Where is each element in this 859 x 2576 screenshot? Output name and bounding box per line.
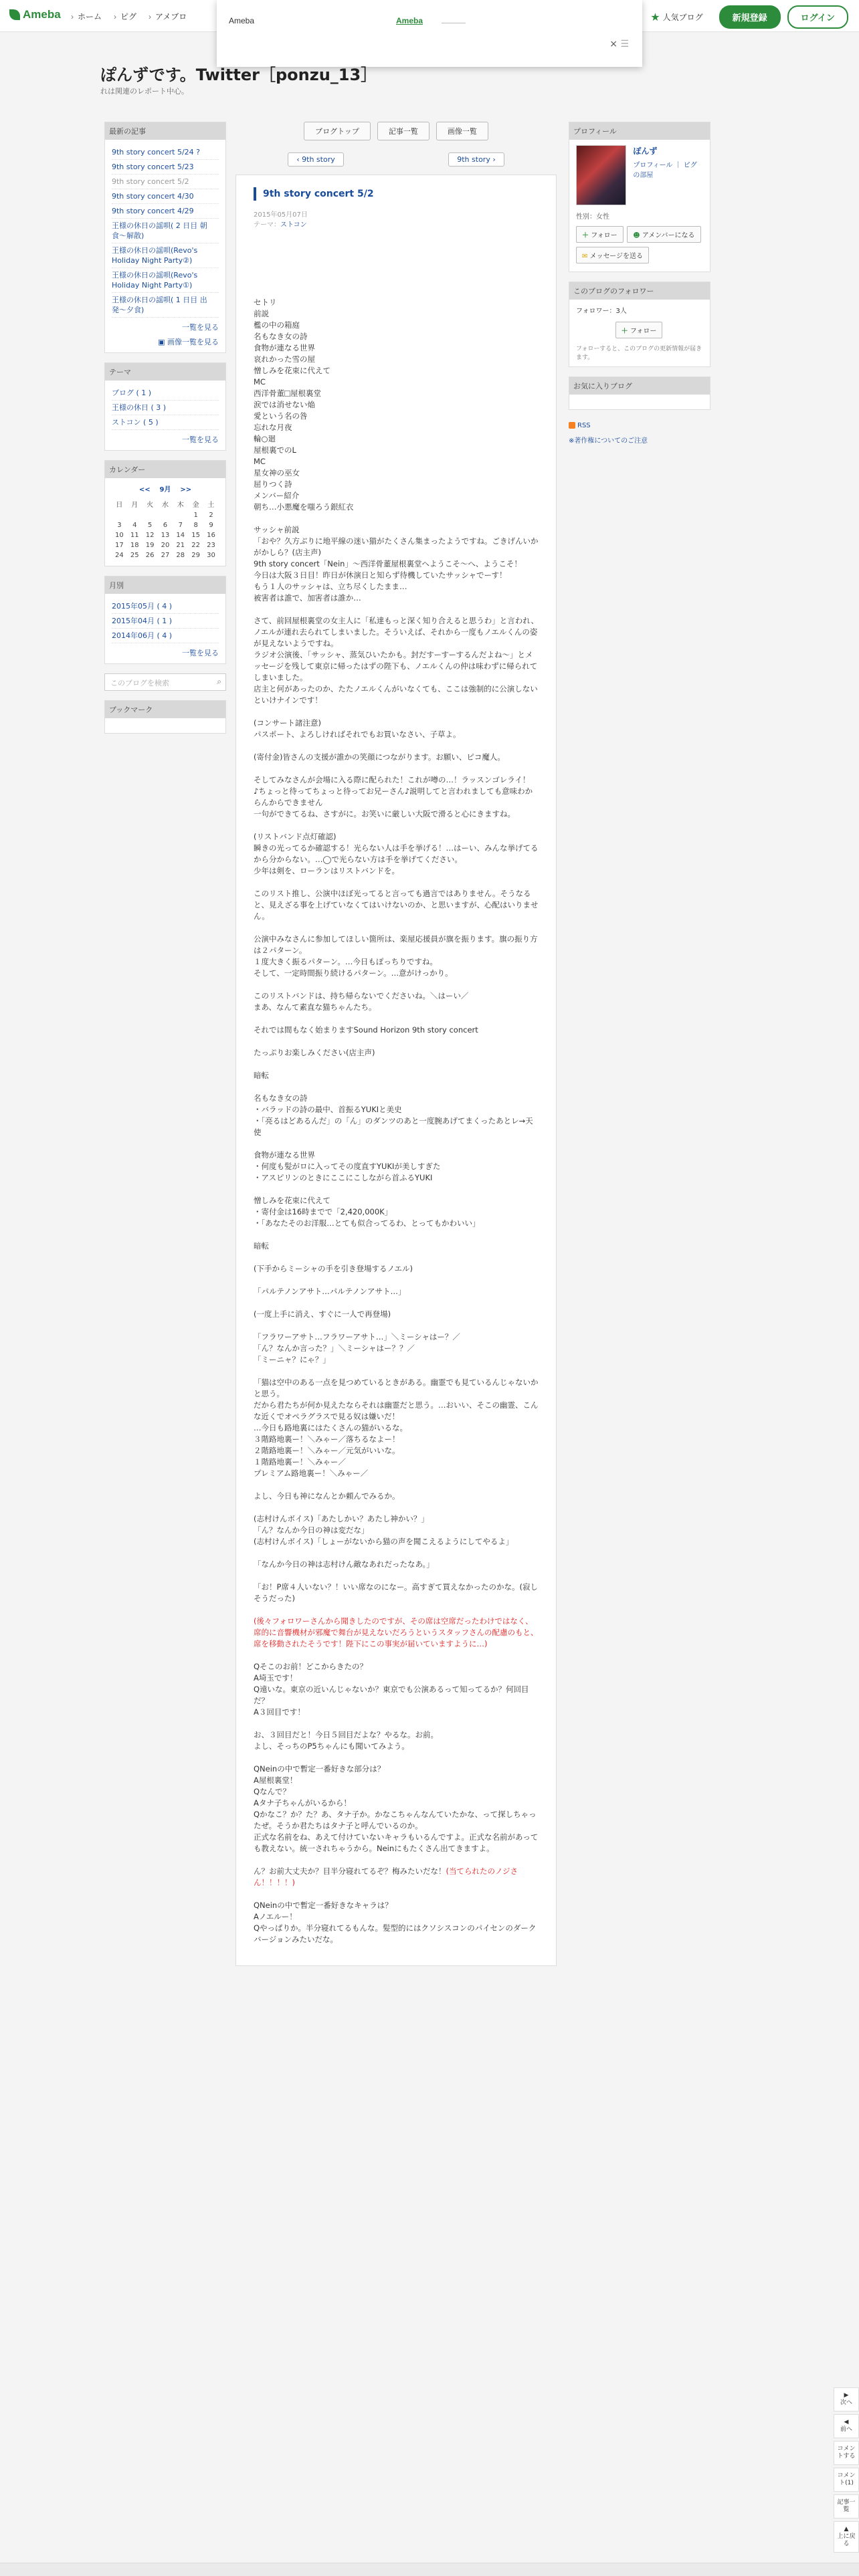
- calendar-nav: [112, 484, 219, 494]
- cal-day: 22: [191, 542, 200, 549]
- cal-day: 13: [161, 532, 170, 539]
- popup-brand-link[interactable]: Ameba: [396, 16, 423, 25]
- popup-title: Ameba: [229, 16, 255, 25]
- float-top-button[interactable]: ▲ 上に戻る: [834, 2521, 859, 2553]
- floating-nav: [834, 2387, 859, 2555]
- cal-day: [127, 510, 142, 520]
- recent-post-link[interactable]: 王様の休日の謡唄(Revo's Holiday Night Party①): [112, 268, 219, 293]
- article-date: 2015年05月07日: [254, 211, 308, 219]
- cal-day: 1: [193, 512, 198, 519]
- copyright-note-link[interactable]: ※著作権についてのご注意: [569, 437, 648, 445]
- cal-weekday: 金: [192, 502, 199, 509]
- leaf-icon: [9, 9, 20, 20]
- cal-day: 5: [147, 522, 153, 529]
- cal-day: 6: [163, 522, 168, 529]
- top-actions: [650, 5, 848, 29]
- cal-day: 26: [145, 552, 155, 559]
- bookmark-box: [104, 700, 226, 734]
- cal-day: [173, 510, 188, 520]
- mail-icon: ✉: [582, 253, 588, 260]
- theme-box: [104, 362, 226, 451]
- main-column: [235, 122, 557, 1966]
- cal-day: 3: [117, 522, 122, 529]
- monthly-link[interactable]: 2015年05月 ( 4 ): [112, 599, 219, 614]
- plus-icon: ＋: [621, 328, 628, 335]
- tab-image-list[interactable]: 画像一覧: [436, 122, 488, 140]
- cal-weekday: 火: [147, 502, 154, 509]
- monthly-link[interactable]: 2014年06月 ( 4 ): [112, 629, 219, 643]
- recent-post-link[interactable]: 9th story concert 4/30: [112, 189, 219, 204]
- cal-weekday: 水: [161, 502, 169, 509]
- prev-article-button[interactable]: ‹ 9th story: [288, 152, 343, 167]
- theme-head: テーマ: [105, 363, 225, 381]
- monthly-head: 月別: [105, 576, 225, 594]
- recent-post-link[interactable]: 9th story concert 4/29: [112, 204, 219, 219]
- article-title[interactable]: 9th story concert 5/2: [254, 187, 539, 201]
- follow-button[interactable]: ＋ フォロー: [576, 226, 624, 243]
- cal-day: 12: [145, 532, 155, 539]
- cal-day: 27: [161, 552, 170, 559]
- arrow-up-icon: ▲: [844, 2526, 849, 2533]
- tab-article-list[interactable]: 記事一覧: [377, 122, 430, 140]
- followers-box: [569, 282, 710, 367]
- monthly-box: [104, 576, 226, 664]
- menu-icon: ☰: [620, 39, 629, 49]
- cal-day: [142, 510, 158, 520]
- footer: [0, 2563, 859, 2576]
- popular-blog-link[interactable]: ★ 人気ブログ: [650, 11, 703, 23]
- article-red-note: (後々フォロワーさんから聞きしたのですが、その席は空席だったわけではなく、席的に音響機材が邪魔で舞台が見えないだろうというスタッフさんの配慮のもと、席を移動されたそうです！陛下にこの事実が届いていますように…): [254, 1616, 539, 1648]
- blog-title[interactable]: ぽんずです。Twitter［ponzu_13］: [100, 66, 377, 84]
- article-pager: [235, 152, 557, 167]
- cal-day: 19: [145, 542, 155, 549]
- ameba-logo[interactable]: Ameba: [9, 8, 61, 21]
- profile-head: プロフィール: [569, 122, 710, 140]
- cal-day: 18: [130, 542, 139, 549]
- bookmark-head: ブックマーク: [105, 701, 225, 718]
- rss-link[interactable]: RSS: [569, 419, 710, 432]
- cal-weekday: 木: [177, 502, 184, 509]
- float-comments-count[interactable]: コメント(1): [834, 2468, 859, 2492]
- cal-day: 25: [130, 552, 139, 559]
- favorites-box: [569, 377, 710, 410]
- ameba-popup: [217, 0, 642, 67]
- message-button[interactable]: ✉ メッセージを送る: [576, 247, 649, 263]
- calendar-month: 9月: [159, 486, 171, 494]
- favorites-head: お気に入りブログ: [569, 377, 710, 395]
- recent-post-link[interactable]: 王様の休日の謡唄( 2 日目 朝食〜解散): [112, 219, 219, 243]
- recent-more-link[interactable]: 一覧を見る: [182, 323, 219, 332]
- calendar-head: カレンダー: [105, 461, 225, 478]
- popup-close-icon[interactable]: × ☰: [609, 39, 629, 49]
- star-icon: ★: [650, 11, 660, 23]
- recent-post-link[interactable]: 9th story concert 5/2: [112, 175, 219, 189]
- cal-day: 21: [176, 542, 185, 549]
- float-comment-button[interactable]: コメントする: [834, 2441, 859, 2465]
- calendar-box: [104, 460, 226, 566]
- article: [235, 175, 557, 1966]
- cal-day: 20: [161, 542, 170, 549]
- cal-day: 16: [207, 532, 215, 539]
- cal-day: 10: [115, 532, 124, 539]
- login-button[interactable]: ログイン: [787, 5, 848, 29]
- cal-weekday: 月: [131, 502, 138, 509]
- cal-day: 28: [176, 552, 185, 559]
- monthly-more-link[interactable]: 一覧を見る: [182, 649, 219, 657]
- article-meta: [254, 210, 539, 230]
- blog-description: れは関連のレポート中心。: [100, 87, 189, 96]
- calendar-next[interactable]: >>: [180, 486, 192, 494]
- article-red-note: (当てられたのノジさん！！！！): [254, 1866, 518, 1887]
- cal-day: 4: [132, 522, 137, 529]
- article-theme: テーマ：ストコン: [254, 221, 307, 229]
- float-next-button[interactable]: ▶ 次へ: [834, 2387, 859, 2411]
- cal-day: 24: [115, 552, 124, 559]
- theme-more-link[interactable]: 一覧を見る: [182, 435, 219, 444]
- monthly-link[interactable]: 2015年04月 ( 1 ): [112, 614, 219, 629]
- plus-icon: ＋: [582, 232, 589, 239]
- avatar[interactable]: [576, 145, 626, 205]
- cal-weekday: 土: [207, 502, 215, 509]
- cal-day: 23: [207, 542, 215, 549]
- cal-day: 2: [209, 512, 213, 519]
- rss-icon: [569, 422, 575, 429]
- right-sidebar: [569, 122, 710, 447]
- theme-link[interactable]: ストコン ( 5 ): [112, 415, 219, 430]
- top-nav: [71, 11, 187, 22]
- nav-home[interactable]: › ホーム: [71, 11, 102, 22]
- blog-search-input[interactable]: このブログを検索 ⌕: [104, 673, 226, 691]
- cal-day: 17: [115, 542, 124, 549]
- arrow-right-icon: ▶: [844, 2392, 849, 2399]
- user-add-icon: ☻: [633, 232, 640, 239]
- theme-link[interactable]: ブログ ( 1 ): [112, 386, 219, 401]
- register-button[interactable]: 新規登録: [719, 5, 781, 29]
- left-sidebar: [104, 122, 226, 743]
- followers-head: このブログのフォロワー: [569, 282, 710, 300]
- profile-name[interactable]: ぽんず: [633, 146, 658, 156]
- followers-count: フォロワー：3人: [576, 308, 627, 315]
- follow-note: フォローすると、このブログの更新情報が届きます。: [576, 346, 702, 361]
- article-theme-link[interactable]: ストコン: [280, 221, 307, 229]
- nav-ameblo[interactable]: › アメブロ: [149, 11, 187, 22]
- cal-day: 9: [209, 522, 213, 529]
- calendar-table: [112, 498, 219, 560]
- cal-day: [112, 510, 127, 520]
- recent-image-more-link[interactable]: ▣ 画像一覧を見る: [158, 338, 219, 346]
- cal-day: 11: [130, 532, 139, 539]
- cal-day: 29: [191, 552, 200, 559]
- calendar-prev[interactable]: <<: [138, 486, 151, 494]
- float-prev-button[interactable]: ◀ 前へ: [834, 2414, 859, 2438]
- profile-gender: 性別：女性: [576, 213, 609, 221]
- next-article-button[interactable]: 9th story ›: [448, 152, 504, 167]
- float-article-list[interactable]: 記事一覧: [834, 2494, 859, 2518]
- article-body: セトリ 前説 檻の中の箱庭 名もなき女の詩 食物が連なる世界 哀れかった雪の屋 憎しみを花束に代えて MC 西洋骨董 屋根裏堂 涙では消せない焔 愛という名の咎 忘れな月夜 輪○廻 屋根裏でのL MC 星女神の巫女 屈りつく詩 メンバー紹介 朝ち…小悪魔を嗤ろう銀紅衣 サッシャ前説 「おや？久方ぶりに地平線の迷い猫がたくさん集まったようですね。ごきげんいかがかしら？(店主声) 9th story concert「Nein」〜西洋骨董屋根裏堂へようこそ〜へ、ようこそ！ 今日は大阪３日目！昨日が休演日と知らず待機していたサッシャでーす！ もう１人のサッシャは、立ち尽くしたまま… 被害者は誰で、加害者は誰か… さて、前回屋根裏堂の女主人に「私達もっと深く知り合えると思うわ」と言われ、ノエルが連れ去られてしまいました。そういえば、それから一度もノエルくんの姿が見えないようですね。 ラジオ公演後、「サッシャ、蒸気ひいたかも。封だすーすーするんだよね〜」とメッセージを残して東京に帰ったはずの陛下も、ノエルくんの仲は味わずに帰られてしまいました。 店主と何があったのか、たたノエルくんがいなくても、ここは強制的に公演しないといけナインです！ (コンサート諸注意) パスポート、よろしければそれでもお買いなさい、子草よ。 (寄付金)皆さんの支援が誰かの笑顔につながります。お願い、ピコ魔人。 そしてみなさんが会場に入る際に配られた！これが噂の…！ラッスンゴレライ！ ♪ちょっと待ってちょっと待ってお兄ーさん♪説明してと言われましても意味わからんからできません 一句ができてるね、さすがに。お笑いに厳しい大阪で滑ると心にきますね。 (リストバンド点灯確認) 瞬きの光ってるか確認する！光らない人は手を挙げる！…はーい、みんな挙げてるから分からない。…◯で光らない方は手を挙げてください。 少年は剣を、ローランはリストバンドを。 このリスト推し、公演中ほぼ光ってると言っても過言ではありません。そうなると、見えざる事を上げていなくてはいけないのか、と思いますが、心配はいりません。 公演中みなさんに参加してほしい箇所は、楽屋応援員が旗を振ります。旗の振り方は２パターン。 １度大きく振るパターン。…今日もぽっちりですね。 そして、一定時間振り続けるパターン。…意がけっかり。 このリストバンドは、持ち帰らないでくださいね。＼はーい／ まあ、なんて素直な猫ちゃんたち。 それでは間もなく始まりますSound Horizon 9th story concert たっぷりお楽しみください(店主声) 暗転 名もなき女の詩 ・バラッドの詩の最中、首振るYUKIと美史 ・「亮るはどあるんだ」の「ん」のダンツのあと一度腕あげてまくったあとレ→天使 食物が連なる世界 ・何度も髪がロに入ってその度直すYUKIが美しすぎた ・アスピリンのときにここにこしながら首ふるYUKI 憎しみを花束に代えて ・寄付金は16時までで「2,420,000K」 ・「あなたそのお洋服…とても似合ってるわ、とってもかわいい」 暗転 (下手からミーシャの手を引き登場するノエル) 「パルテノンアサト…パルテノンアサト…」 (一度上手に消え、すぐに一人で再登場) 「フラワーアサト…フラワーアサト…」＼ミーシャはー？／ 「ん？なんか言った？」＼ミーシャはー？？／ 「ミーニャ？にゃ？」 「猫は空中のある一点を見つめているときがある。幽霊でも見ているんじゃないかと思う。 だから君たちが何か見えたならそれは幽霊だと思う。…おいい、そこの幽霊、こんな近くでオペラグラスで見る奴は嫌いだ！ …今日も路地裏にはたくさんの猫がいるな。 ３階路地裏ー！＼みゃー／落ちるなよー！ ２階路地裏ー！＼みゃー／元気がいいな。 １階路地裏ー！＼みゃー／ プレミアム路地裏ー！＼みゃー／ よし、今日も神になんとか頼んでみるか。 (志村けんボイス)「あたしかい？あたし神かい？」 「ん？なんか今日の神は変だな」 (志村けんボイス)「しょーがないから猫の声を聞こえるようにしてやるよ」 「なんか今日の神は志村けん敵なあれだったなあ。」 「お！P席４人いない？！いい席なのになー。高すぎて買えなかったのかな。(寂しそうだった) (後々フォロワーさんから聞きしたのですが、その席は空席だったわけではなく、席的に音響機材が邪魔で舞台が見えないだろうというスタッフさんの配慮のもと、席を移動されたそうです！陛下にこの事実が届いていますように…) Qそこのお前！どこからきたの？ A埼玉です！ Q遠いな。東京の近いんじゃないか？東京でも公演あるって知ってるか？何回目だ？ A３回目です！ お、３回目だと！今日５回目だよな？やるな。お前。 よし、そっちのP5ちゃんにも聞いてみよう。 QNeinの中で暫定一番好きな部分は？ A屋根裏堂！ Qなんで？ Aタナ子ちゃんがいるから！ Qかなこ？か？た？あ、タナ子か。かなこちゃんなんていたかな、って探しちゃったぜ。そうか君たちはタナ子と呼んでいるのか。 正式な名前をね、あえて付けていないキャラもいるんですよ。正式な名前があっても教えない。統一されちゃうから。Neinにもたくさん出てきますよ。 ん？お前大丈夫か？目半分寝れてるぞ？梅みたいだな！(当てられたのノジさん！！！！) QNeinの中で暫定一番好きなキャラは？ Aノエルー！ Qやっぱりか。半分寝れてるもんな。髪型的にはクソシスコンのパイセンのダークバージョンみたいだな。: [254, 298, 539, 1944]
- cal-day: 30: [207, 552, 215, 559]
- amember-button[interactable]: ☻ アメンバーになる: [627, 226, 700, 243]
- profile-box: [569, 122, 710, 272]
- recent-post-link[interactable]: 王様の休日の謡唄( 1 日目 出発〜夕食): [112, 293, 219, 318]
- nav-pigg[interactable]: › ピグ: [114, 11, 136, 22]
- search-icon[interactable]: ⌕: [217, 677, 221, 686]
- blog-tabs: [235, 122, 557, 140]
- recent-post-link[interactable]: 9th story concert 5/23: [112, 160, 219, 175]
- tab-blog-top[interactable]: ブログトップ: [304, 122, 371, 140]
- recent-post-link[interactable]: 王様の休日の謡唄(Revo's Holiday Night Party②): [112, 243, 219, 268]
- recent-post-link[interactable]: 9th story concert 5/24 ?: [112, 145, 219, 160]
- follow-button-2[interactable]: ＋ フォロー: [615, 322, 663, 338]
- cal-day: [158, 510, 173, 520]
- recent-posts-head: 最新の記事: [105, 122, 225, 140]
- cal-weekday: 日: [116, 502, 123, 509]
- cal-day: 8: [193, 522, 198, 529]
- cal-day: 14: [176, 532, 185, 539]
- cal-day: 15: [191, 532, 200, 539]
- image-icon: ▣: [158, 338, 165, 346]
- arrow-left-icon: ◀: [844, 2419, 849, 2426]
- broken-image-icon: [284, 391, 290, 397]
- theme-link[interactable]: 王様の休日 ( 3 ): [112, 401, 219, 415]
- profile-links[interactable]: プロフィール ｜ ピグの部屋: [633, 162, 697, 179]
- recent-posts-box: [104, 122, 226, 353]
- cal-day: 7: [178, 522, 183, 529]
